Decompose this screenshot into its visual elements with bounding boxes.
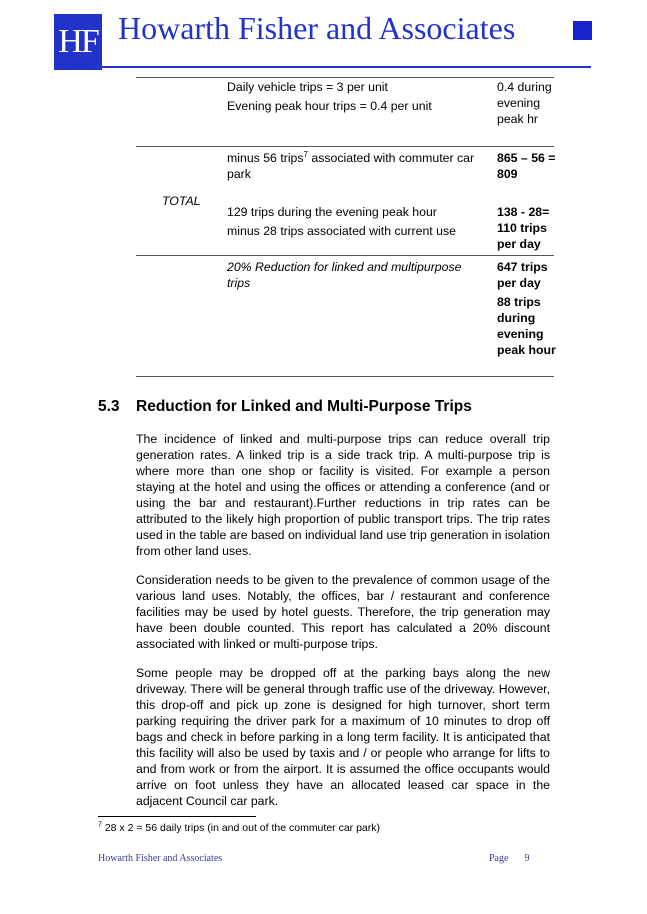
cell-text: minus 56 trips (227, 151, 304, 165)
table-rule (136, 376, 554, 377)
total-label: TOTAL (162, 194, 201, 208)
table-rule (136, 77, 554, 78)
footer-company: Howarth Fisher and Associates (98, 853, 223, 864)
section-heading (98, 398, 558, 416)
header-rule (102, 66, 591, 68)
table-cell-rates (227, 79, 487, 114)
footnote-rule (98, 816, 256, 817)
page-label: Page (489, 853, 509, 864)
company-name: Howarth Fisher and Associates (118, 10, 516, 46)
section-number: 5.3 (98, 398, 120, 415)
section-title: Reduction for Linked and Multi-Purpose Trips (136, 398, 472, 415)
table-rule (136, 146, 554, 147)
table-rule (136, 255, 554, 256)
page-number: 9 (524, 853, 530, 864)
cell-text: associated with commuter car park (227, 151, 475, 181)
table-cell-value: 0.4 during evening peak hr (497, 80, 552, 126)
table-cell-value: 138 - 28= 110 trips per day (497, 205, 550, 251)
cell-line: 647 trips per day (497, 260, 548, 290)
header-square-mark (573, 21, 592, 40)
company-logo (54, 14, 102, 70)
footnote-ref: 7 (303, 149, 308, 159)
table-cell-value: 865 – 56 = 809 (497, 151, 556, 181)
table-cell-reduction: 20% Reduction for linked and multipurpose trips (227, 260, 462, 290)
footer-page (489, 853, 549, 864)
footnote (98, 822, 498, 834)
cell-line: minus 28 trips associated with current use (227, 224, 456, 238)
logo-text: HF (58, 23, 98, 60)
footnote-marker: 7 (98, 821, 102, 829)
cell-line: Evening peak hour trips = 0.4 per unit (227, 99, 432, 113)
footnote-text: 28 x 2 = 56 daily trips (in and out of the commuter car park) (101, 822, 380, 834)
body-paragraph: Consideration needs to be given to the prevalence of common usage of the various land uses. Notably, the offices, bar / restaurant and conference facilities may be used by hotel guests. Therefore, the trip generation may have been double counted. This report has calculated a 20% discount associated with linked or multi-purpose trips. (136, 573, 550, 651)
table-cell-commuter (227, 150, 477, 182)
table-cell-value (497, 259, 557, 358)
cell-line: Daily vehicle trips = 3 per unit (227, 80, 388, 94)
cell-line: 129 trips during the evening peak hour (227, 205, 437, 219)
body-paragraph: Some people may be dropped off at the parking bays along the new driveway. There will be general through traffic use of the driveway. However, this drop-off and pick up zone is designed for high turnover, short term parking requiring the driver park for a maximum of 10 minutes to drop off bags and check in before parking in a long term facility. It is anticipated that this facility will also be used by taxis and / or people who arrange for lifts to and from work or from the airport. It is assumed the office occupants would arrive on foot unless they have an allocated leased car space in the adjacent Council car park. (136, 666, 550, 808)
table-cell-peak (227, 204, 487, 239)
cell-line: 88 trips during evening peak hour (497, 295, 556, 357)
body-paragraph: The incidence of linked and multi-purpose trips can reduce overall trip generation rates. A linked trip is a side track trip. A multi-purpose trip is where more than one shop or facility is visited. For example a person staying at the hotel and using the offices or attending a conference (and or using the bar and restaurant).Further reductions in trip rates can be attributed to the likely high proportion of public transport trips. The trip rates used in the table are based on individual land use trip generation in isolation from other land uses. (136, 432, 550, 558)
